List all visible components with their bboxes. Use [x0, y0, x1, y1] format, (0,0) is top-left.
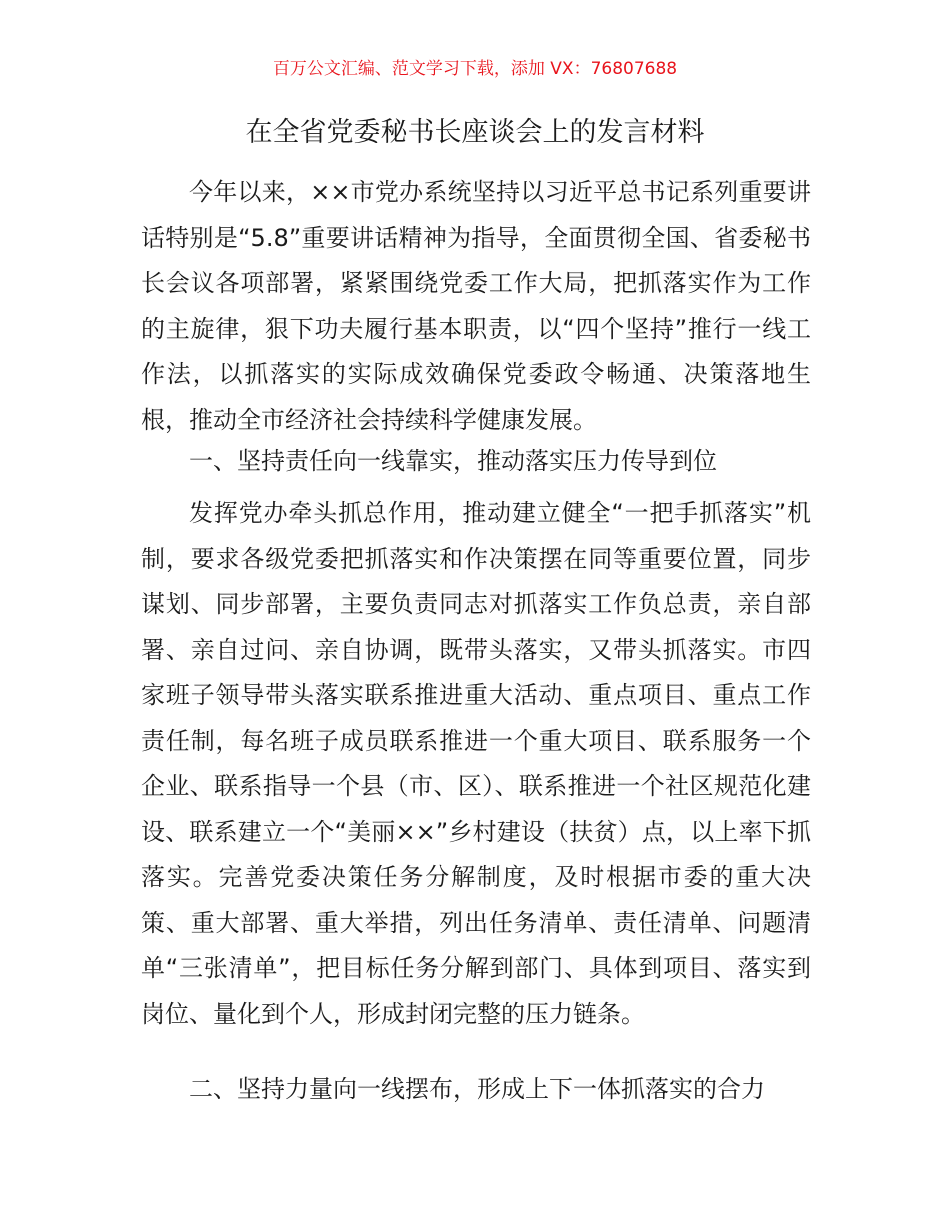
document-title: 在全省党委秘书长座谈会上的发言材料 [245, 117, 705, 148]
intro-paragraph: 今年以来，××市党办系统坚持以习近平总书记系列重要讲话特别是“5.8”重要讲话精神为指导，全面贯彻全国、省委秘书长会议各项部署，紧紧围绕党委工作大局，把抓落实作为工作的主旋律，狠下功夫履行基本职责，以“四个坚持”推行一线工作法，以抓落实的实际成效确保党委政令畅通、决策落地生根，推动全市经济社会持续科学健康发展。 [141, 178, 811, 434]
watermark-banner: 百万公文汇编、范文学习下载，添加 VX：76807688 [272, 59, 678, 79]
section-1-paragraph: 发挥党办牵头抓总作用，推动建立健全“一把手抓落实”机制，要求各级党委把抓落实和作决策摆在同等重要位置，同步谋划、同步部署，主要负责同志对抓落实工作负总责，亲自部署、亲自过问、亲自协调，既带头落实，又带头抓落实。市四家班子领导带头落实联系推进重大活动、重点项目、重点工作责任制，每名班子成员联系推进一个重大项目、联系服务一个企业、联系指导一个县（市、区）、联系推进一个社区规范化建设、联系建立一个“美丽××”乡村建设（扶贫）点，以上率下抓落实。完善党委决策任务分解制度，及时根据市委的重大决策、重大部署、重大举措，列出任务清单、责任清单、问题清单“三张清单”，把目标任务分解到部门、具体到项目、落实到岗位、量化到个人，形成封闭完整的压力链条。 [141, 499, 811, 1028]
section-heading-1: 一、坚持责任向一线靠实，推动落实压力传导到位 [189, 447, 717, 475]
section-heading-2: 二、坚持力量向一线摆布，形成上下一体抓落实的合力 [189, 1075, 765, 1103]
